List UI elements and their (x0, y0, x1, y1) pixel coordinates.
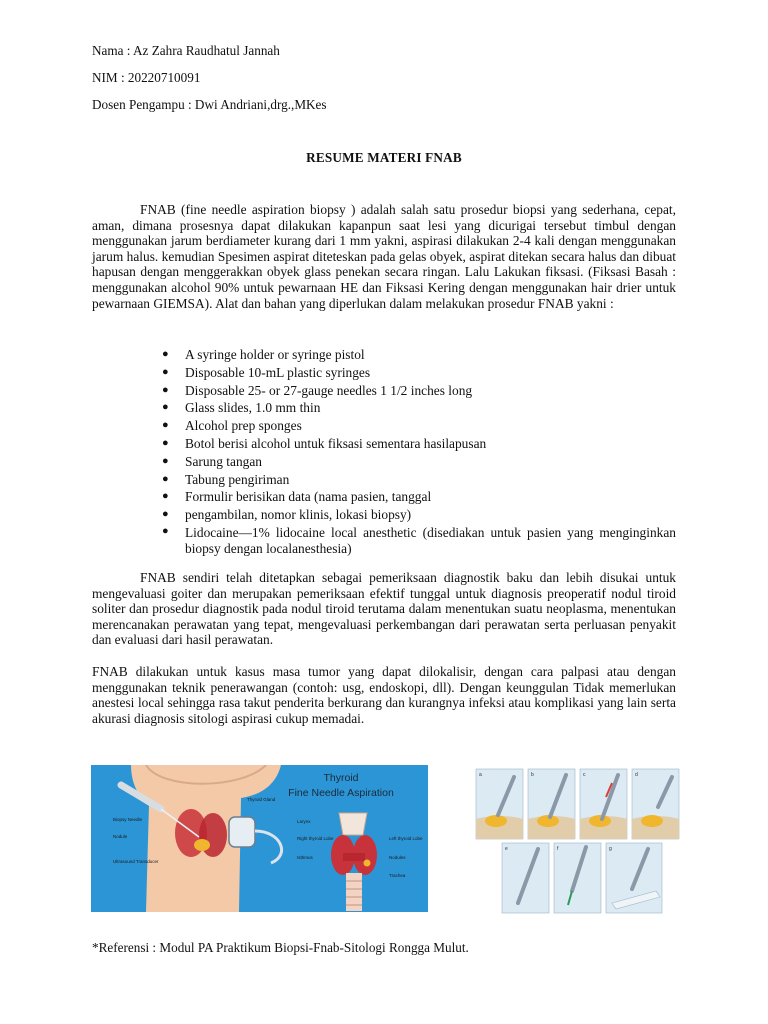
svg-text:c: c (583, 772, 586, 778)
label-nodules: Nodules (389, 855, 406, 860)
svg-text:d: d (635, 772, 638, 778)
list-item: ● A syringe holder or syringe pistol (162, 347, 365, 362)
bullet-icon: ● (162, 348, 169, 360)
label-right-lobe: Right thyroid Lobe (297, 836, 334, 841)
figure-title-line2: Fine Needle Aspiration (288, 787, 394, 799)
isthmus-shape (343, 853, 365, 861)
page-title: RESUME MATERI FNAB (306, 150, 462, 165)
step-panel-b (528, 769, 575, 839)
list-item: ● pengambilan, nomor klinis, lokasi biopsy) (162, 507, 412, 523)
fna-steps-svg (472, 765, 684, 915)
bullet-icon: ● (162, 419, 169, 432)
goiter-paragraph: FNAB sendiri telah ditetapkan sebagai pemeriksaan diagnostik baku dan lebih disukai untuk mengevaluasi goiter dan merupakan pemeriksaan efektif tunggal untuk diagnosis preoperatif nodul tiroid soliter dan prosedur diagnostik pada nodul tiroid terutama dalam menentukan suatu neoplasma, menentukan merencanakan perawatan yang tepat, mengevaluasi perkembangan dari perawatan serta perluasan penyakit dan evaluasi dari hasil perawatan. (92, 570, 676, 648)
student-name: Nama : Az Zahra Raudhatul Jannah (92, 43, 280, 58)
list-item: ● Tabung pengiriman (162, 471, 290, 487)
list-item: ● Formulir berisikan data (nama pasien, tanggal (162, 489, 432, 505)
bullet-icon: ● (162, 524, 169, 537)
label-larynx: Larynx (297, 819, 311, 824)
reference-note: *Referensi : Modul PA Praktikum Biopsi-Fnab-Sitologi Rongga Mulut. (92, 940, 469, 955)
lecturer: Dosen Pengampu : Dwi Andriani,drg.,MKes (92, 97, 327, 112)
larynx-shape (339, 813, 367, 835)
list-item: ● Sarung tangan (162, 453, 262, 469)
bullet-icon: ● (162, 401, 169, 414)
bullet-icon: ● (162, 383, 169, 396)
nodule-mark (194, 839, 210, 851)
svg-text:e: e (505, 846, 508, 852)
label-isthmus: Isthmus (297, 855, 313, 860)
student-nim: NIM : 20220710091 (92, 70, 201, 85)
bullet-icon: ● (162, 365, 169, 378)
bullet-icon: ● (162, 436, 169, 449)
list-item: ● Botol berisi alcohol untuk fiksasi sementara hasilapusan (162, 435, 487, 451)
bullet-icon: ● (162, 490, 169, 503)
step-panel-f (554, 843, 601, 913)
fna-steps-illustration (472, 765, 684, 915)
ultrasound-transducer (229, 817, 255, 847)
thyroid-fna-illustration (91, 765, 428, 912)
step-panel-c (580, 769, 627, 839)
label-left-lobe: Left thyroid Lobe (389, 836, 423, 841)
bullet-icon: ● (162, 472, 169, 485)
svg-text:a: a (479, 772, 482, 778)
list-item: ● Glass slides, 1.0 mm thin (162, 400, 321, 416)
step-panel-a (476, 769, 523, 839)
nodule-dot (364, 860, 371, 867)
label-thyroid-gland: Thyroid Gland (247, 797, 276, 802)
list-item: ● Lidocaine—1% lidocaine local anesthetic (disediakan untuk pasien yang menginginkan biopsy dengan localanesthesia) (162, 524, 676, 556)
label-biopsy-needle: Biopsy Needle (113, 817, 143, 822)
list-item: ● Disposable 25- or 27-gauge needles 1 1/2 inches long (162, 382, 473, 398)
label-trachea: Trachea (389, 873, 406, 878)
svg-text:b: b (531, 772, 534, 778)
intro-paragraph: FNAB (fine needle aspiration biopsy ) adalah salah satu prosedur biopsi yang sederhana, cepat, aman, dimana prosesnya dapat dilakukan kapanpun saat lesi yang dicurigai tersebut timbul dengan menggunakan jarum berdiameter kurang dari 1 mm yakni, aspirasi dilakukan 2-4 kali dengan menggunakan jarum halus. kemudian Spesimen aspirat diteteskan pada gelas obyek, aspirat ditekan secara halus dan dibuat hapusan dengan menggerakkan obyek glass penekan secara ringan. Lalu Lakukan fiksasi. (Fiksasi Basah : menggunakan alcohol 90% untuk pewarnaan HE dan Fiksasi Kering dengan menggunakan hair drier untuk pewarnaan GIEMSA). Alat dan bahan yang diperlukan dalam melakukan prosedur FNAB yakni : (92, 202, 676, 311)
label-transducer: Ultrasound Transducer (113, 859, 159, 864)
bullet-icon: ● (162, 454, 169, 467)
advantages-paragraph: FNAB dilakukan untuk kasus masa tumor yang dapat dilokalisir, dengan cara palpasi atau dengan menggunakan teknik penerawangan (contoh: usg, endoskopi, dll). Dengan keunggulan Tidak memerlukan anestesi local sehingga rasa takut penderita berkurang dan kurangnya infeksi atau komplikasi yang lain serta akurasi diagnosis sitologi aspirasi cukup memadai. (92, 664, 676, 726)
materials-list (162, 346, 676, 556)
label-nodule: Nodule (113, 834, 128, 839)
figure-title-line1: Thyroid (323, 772, 359, 784)
step-panel-e (502, 843, 549, 913)
svg-text:f: f (557, 846, 559, 852)
step-panel-g (606, 843, 662, 913)
svg-text:g: g (609, 846, 612, 852)
thyroid-fna-svg (91, 765, 428, 912)
step-panel-d (632, 769, 679, 839)
bullet-icon: ● (162, 508, 169, 521)
list-item: ● Disposable 10-mL plastic syringes (162, 364, 371, 380)
list-item: ● Alcohol prep sponges (162, 418, 302, 434)
